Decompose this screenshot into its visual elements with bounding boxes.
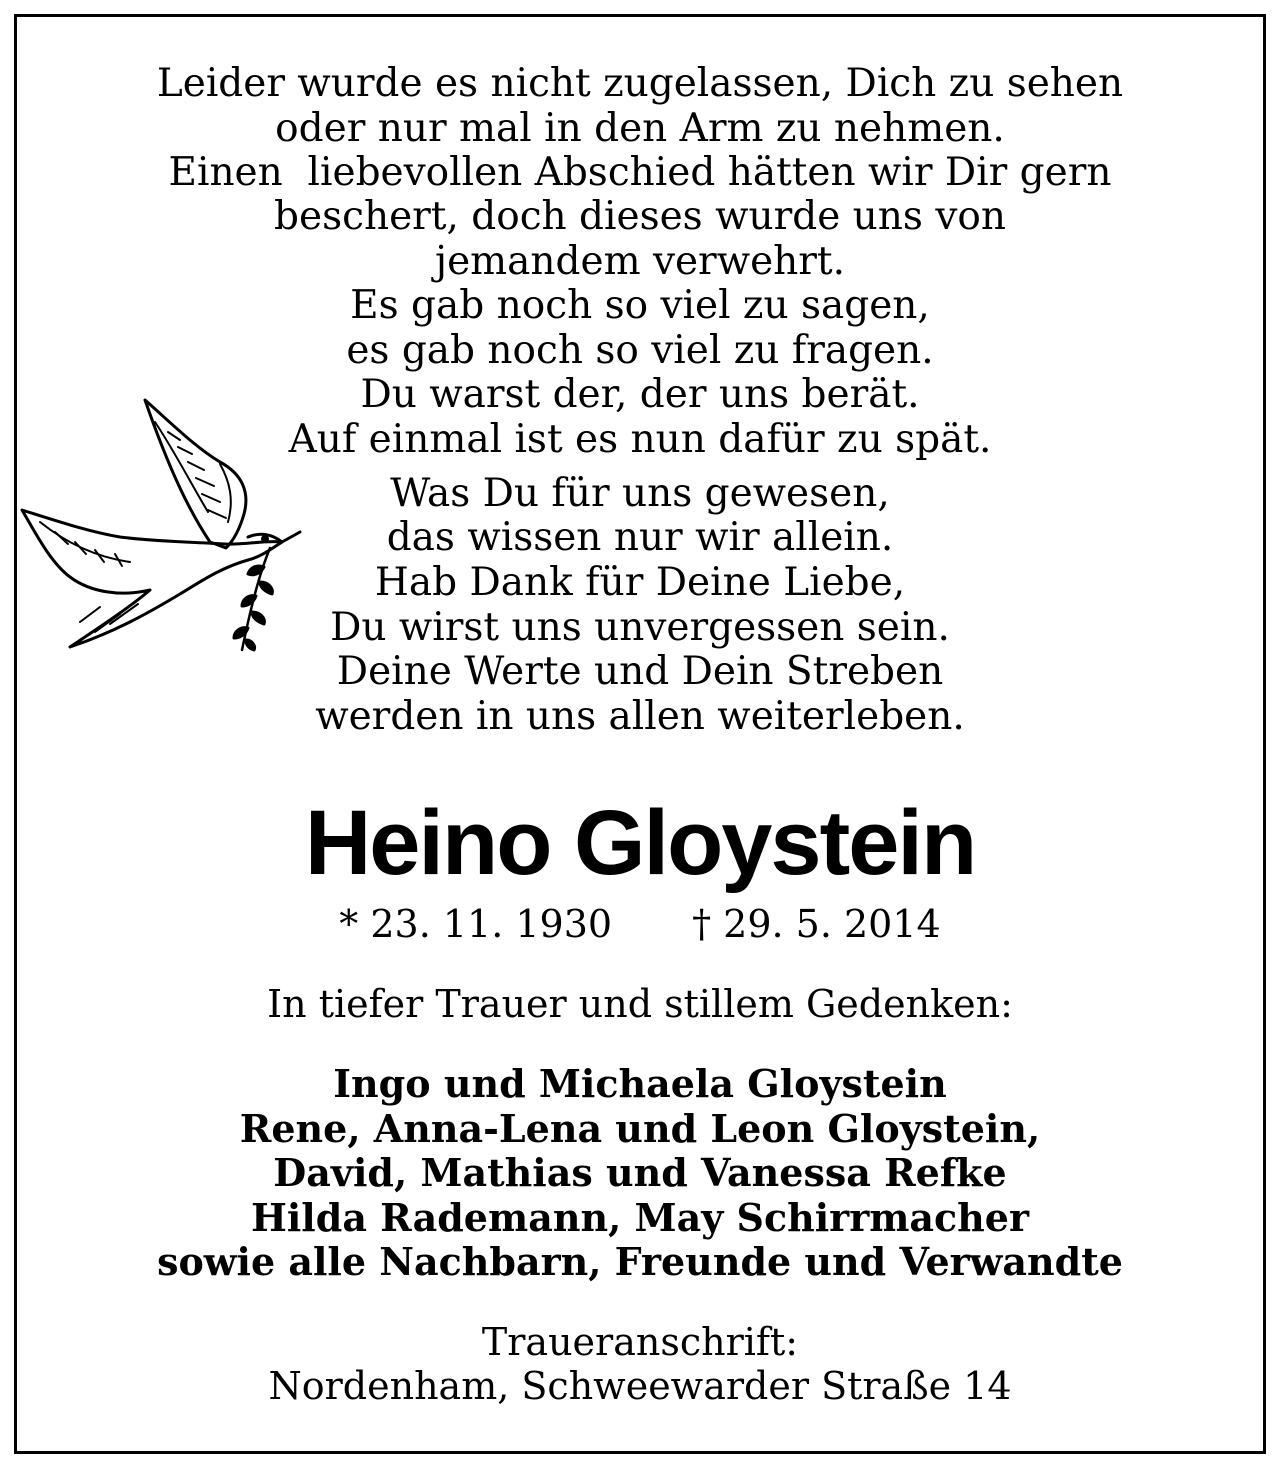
poem-line: oder nur mal in den Arm zu nehmen. [275, 106, 1005, 151]
poem-line: beschert, doch dieses wurde uns von [274, 194, 1006, 239]
poem-line: Einen liebevollen Abschied hätten wir Dir gern [168, 150, 1112, 195]
mourner-line: Rene, Anna-Lena und Leon Gloystein, [239, 1106, 1041, 1151]
deceased-name: Heino Gloystein [304, 792, 976, 894]
poem-line: Deine Werte und Dein Streben [336, 649, 944, 694]
death-date: † 29. 5. 2014 [692, 902, 941, 946]
poem-line: Was Du für uns gewesen, [390, 471, 890, 516]
poem-line: Es gab noch so viel zu sagen, [350, 283, 930, 328]
poem-line: Du warst der, der uns berät. [360, 372, 920, 417]
address-label: Traueranschrift: [481, 1320, 799, 1364]
address-value: Nordenham, Schweewarder Straße 14 [268, 1364, 1012, 1408]
poem-line: werden in uns allen weiterleben. [315, 694, 965, 739]
poem-line: Leider wurde es nicht zugelassen, Dich zu sehen [156, 61, 1124, 106]
mourner-line: Hilda Rademann, May Schirrmacher [250, 1195, 1030, 1240]
birth-date: * 23. 11. 1930 [339, 902, 613, 946]
mourner-line: David, Mathias und Vanessa Refke [273, 1150, 1007, 1195]
mourning-intro: In tiefer Trauer und stillem Gedenken: [267, 982, 1013, 1026]
poem-line: es gab noch so viel zu fragen. [346, 328, 934, 373]
mourner-line: sowie alle Nachbarn, Freunde und Verwandte [157, 1239, 1123, 1284]
poem-line: jemandem verwehrt. [435, 239, 845, 284]
poem-line: das wissen nur wir allein. [386, 515, 894, 560]
life-dates [0, 902, 1280, 946]
dove-with-olive-branch-icon [20, 392, 310, 654]
mourner-line: Ingo und Michaela Gloystein [333, 1061, 947, 1106]
poem-line: Auf einmal ist es nun dafür zu spät. [288, 417, 992, 462]
poem-line: Hab Dank für Deine Liebe, [374, 560, 906, 605]
poem-line: Du wirst uns unvergessen sein. [330, 605, 950, 650]
